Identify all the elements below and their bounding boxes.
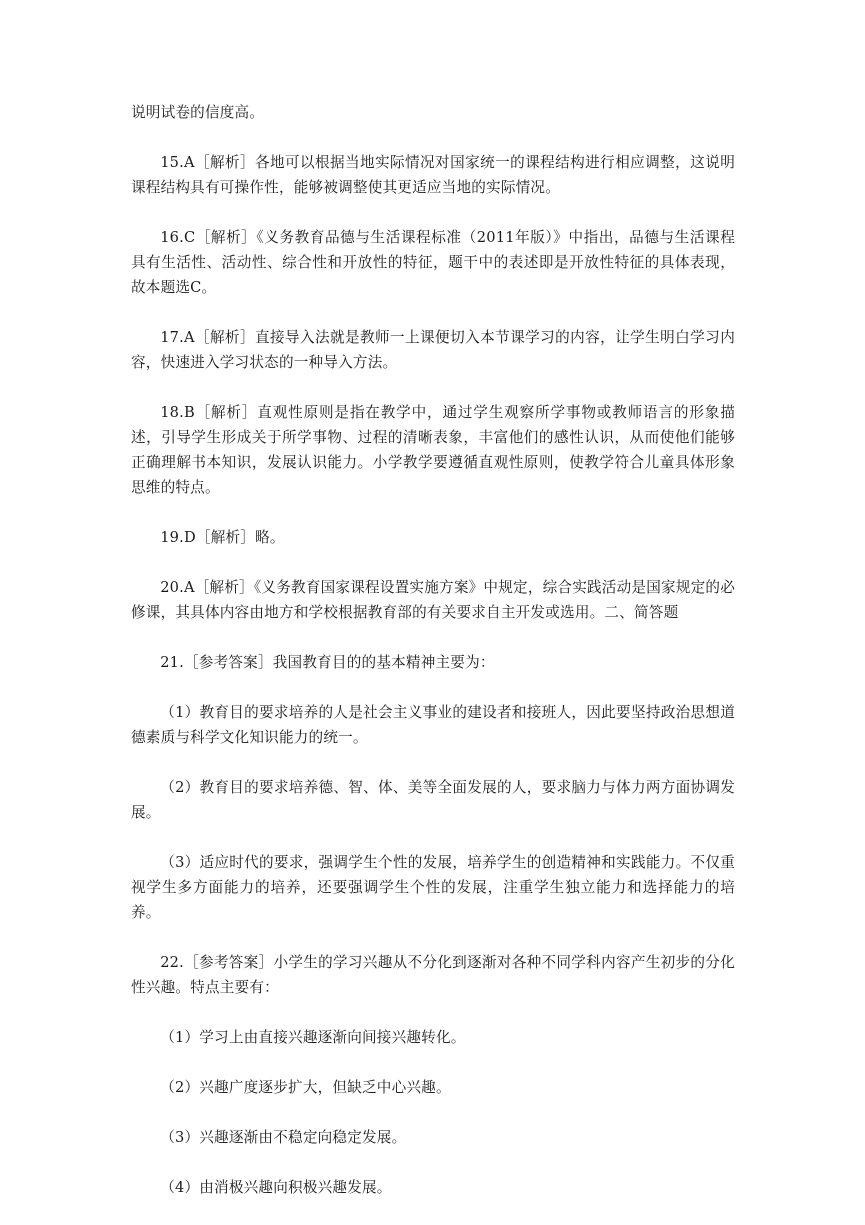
answer-22-point-4: （4）由消极兴趣向积极兴趣发展。 (160, 1179, 392, 1196)
answer-18: 18.B［解析］直观性原则是指在教学中，通过学生观察所学事物或教师语言的形象描述，引导学生形成关于所学事物、过程的清晰表象，丰富他们的感性认识，从而使他们能够正确理解书本知识，发展认识能力。小学教学要遵循直观性原则，使教学符合儿童具体形象思维的特点。 (131, 404, 735, 496)
answer-22-point-3: （3）兴趣逐渐由不稳定向稳定发展。 (160, 1129, 407, 1146)
answer-22-point-1: （1）学习上由直接兴趣逐渐向间接兴趣转化。 (160, 1029, 466, 1046)
answer-21-point-1: （1）教育目的要求培养的人是社会主义事业的建设者和接班人，因此要坚持政治思想道德素质与科学文化知识能力的统一。 (131, 704, 735, 746)
answer-17: 17.A［解析］直接导入法就是教师一上课便切入本节课学习的内容，让学生明白学习内容，快速进入学习状态的一种导入方法。 (131, 329, 735, 371)
answer-19: 19.D［解析］略。 (160, 529, 285, 546)
answer-21-intro: 21.［参考答案］我国教育目的的基本精神主要为： (160, 654, 495, 671)
answer-22-intro: 22.［参考答案］小学生的学习兴趣从不分化到逐渐对各种不同学科内容产生初步的分化性兴趣。特点主要有： (131, 954, 735, 996)
answer-21-point-3: （3）适应时代的要求，强调学生个性的发展，培养学生的创造精神和实践能力。不仅重视学生多方面能力的培养，还要强调学生个性的发展，注重学生独立能力和选择能力的培养。 (131, 854, 735, 921)
answer-20: 20.A［解析］《义务教育国家课程设置实施方案》中规定，综合实践活动是国家规定的必修课，其具体内容由地方和学校根据教育部的有关要求自主开发或选用。二、简答题 (131, 579, 735, 621)
answer-21-point-2: （2）教育目的要求培养德、智、体、美等全面发展的人，要求脑力与体力两方面协调发展。 (131, 779, 735, 821)
answer-22-point-2: （2）兴趣广度逐步扩大，但缺乏中心兴趣。 (160, 1079, 451, 1096)
document-body (131, 100, 735, 1225)
answer-16: 16.C［解析］《义务教育品德与生活课程标准（2011年版）》中指出，品德与生活课程具有生活性、活动性、综合性和开放性的特征，题干中的表述即是开放性特征的具体表现，故本题选C。 (131, 229, 735, 296)
paragraph-reliability-conclusion: 说明试卷的信度高。 (131, 104, 265, 121)
answer-15: 15.A［解析］各地可以根据当地实际情况对国家统一的课程结构进行相应调整，这说明课程结构具有可操作性，能够被调整使其更适应当地的实际情况。 (131, 154, 735, 196)
